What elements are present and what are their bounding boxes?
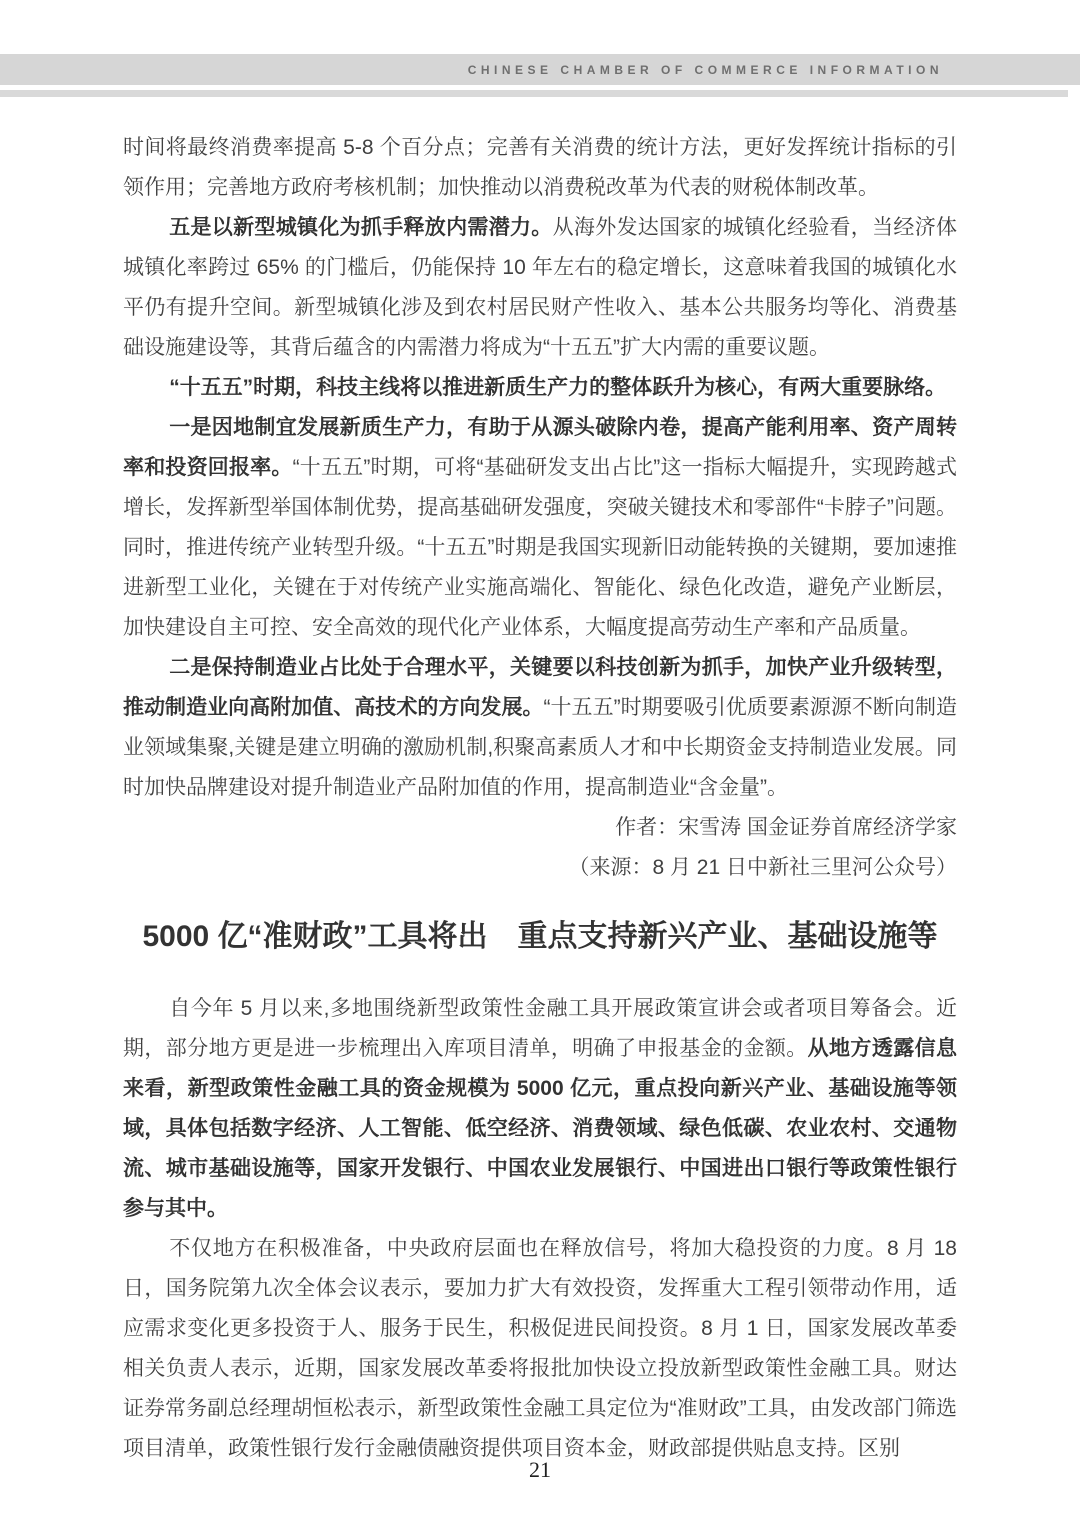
article-policy-finance-tool (123, 914, 957, 1469)
page-number: 21 (529, 1457, 551, 1482)
source-line (123, 848, 957, 888)
body-text: 时间将最终消费率提高 5-8 个百分点；完善有关消费的统计方法，更好发挥统计指标的引领作用；完善地方政府考核机制；加快推动以消费税改革为代表的财税体制改革。 (123, 136, 957, 199)
paragraph-central-signal (123, 1229, 957, 1469)
body-text: 自今年 5 月以来,多地围绕新型政策性金融工具开展政策宣讲会或者项目筹备会。近期，部分地方更是进一步梳理出入库项目清单，明确了申报基金的金额。 (123, 997, 957, 1060)
body-text: “十五五”时期，可将“基础研发支出占比”这一指标大幅提升，实现跨越式增长，发挥新型举国体制优势，提高基础研发强度，突破关键技术和零部件“卡脖子”问题。同时，推进传统产业转型升级。“十五五”时期是我国实现新旧动能转换的关键期，要加速推进新型工业化，关键在于对传统产业实施高端化、智能化、绿色化改造，避免产业断层，加快建设自主可控、安全高效的现代化产业体系，大幅度提高劳动生产率和产品质量。 (123, 456, 957, 639)
article-consumption-science (123, 128, 957, 888)
paragraph-new-productive-forces (123, 408, 957, 648)
bold-emphasis-text: 从地方透露信息来看，新型政策性金融工具的资金规模为 5000 亿元，重点投向新兴产业、基础设施等领域，具体包括数字经济、人工智能、低空经济、消费领域、绿色低碳、农业农村、交通物流、城市基础设施等，国家开发银行、中国农业发展银行、中国进出口银行等政策性银行参与其中。 (123, 1037, 958, 1220)
paragraph-urbanization (123, 208, 957, 368)
page-content (123, 128, 957, 1469)
header-band (0, 54, 1080, 85)
paragraph-fund-scale (123, 989, 957, 1229)
bold-lead-text: 二是保持制造业占比处于合理水平，关键要以科技创新为抓手，加快产业升级转型，推动制造业向高附加值、高技术的方向发展。 (123, 656, 957, 719)
author-line (123, 808, 957, 848)
source-text: （来源：8 月 21 日中新社三里河公众号） (568, 856, 957, 879)
paragraph-continuation (123, 128, 957, 208)
header-banner-text: CHINESE CHAMBER OF COMMERCE INFORMATION (467, 62, 943, 77)
paragraph-manufacturing-share (123, 648, 957, 808)
bold-lead-text: “十五五”时期，科技主线将以推进新质生产力的整体跃升为核心，有两大重要脉络。 (169, 376, 947, 399)
body-text: 从海外发达国家的城镇化经验看，当经济体城镇化率跨过 65% 的门槛后，仍能保持 10 年左右的稳定增长，这意味着我国的城镇化水平仍有提升空间。新型城镇化涉及到农村居民财产性收入、基本公共服务均等化、消费基础设施建设等，其背后蕴含的内需潜力将成为“十五五”扩大内需的重要议题。 (123, 216, 957, 359)
article-headline: 5000 亿“准财政”工具将出 重点支持新兴产业、基础设施等 (142, 920, 938, 953)
bold-lead-text: 五是以新型城镇化为抓手释放内需潜力。 (169, 216, 553, 239)
header-band-accent (0, 90, 1068, 97)
body-text: 不仅地方在积极准备，中央政府层面也在释放信号，将加大稳投资的力度。8 月 18 日，国务院第九次全体会议表示，要加力扩大有效投资，发挥重大工程引领带动作用，适应需求变化更多投资于人、服务于民生，积极促进民间投资。8 月 1 日，国家发展改革委相关负责人表示，近期，国家发展改革委将报批加快设立投放新型政策性金融工具。财达证券常务副总经理胡恒松表示，新型政策性金融工具定位为“准财政”工具，由发改部门筛选项目清单，政策性银行发行金融债融资提供项目资本金，财政部提供贴息支持。区别 (123, 1237, 957, 1460)
paragraph-tech-mainline (123, 368, 957, 408)
author-text: 作者：宋雪涛 国金证券首席经济学家 (615, 816, 957, 839)
bold-lead-text: 一是因地制宜发展新质生产力，有助于从源头破除内卷，提高产能利用率、资产周转率和投资回报率。 (123, 416, 957, 479)
body-text: “十五五”时期要吸引优质要素源源不断向制造业领域集聚,关键是建立明确的激励机制,积聚高素质人才和中长期资金支持制造业发展。同时加快品牌建设对提升制造业产品附加值的作用，提高制造业“含金量”。 (123, 696, 957, 799)
